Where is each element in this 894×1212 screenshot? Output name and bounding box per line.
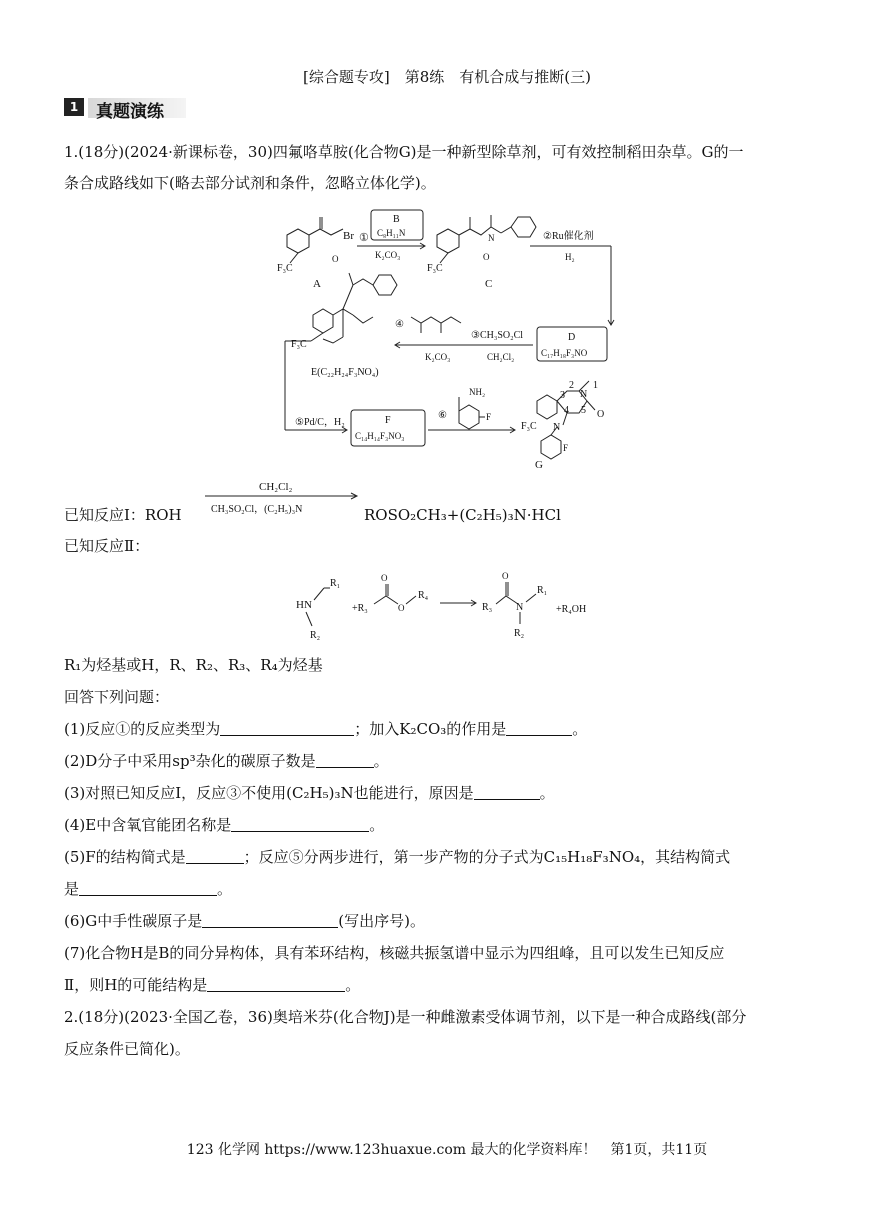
subquestion-4-part-a: (4)E中含氧官能团名称是	[64, 816, 232, 834]
synthesis-scheme	[275, 205, 635, 470]
subquestion-6	[64, 911, 425, 931]
answer-blank-5a[interactable]	[186, 849, 244, 864]
plus-r3-label: +R₃	[352, 603, 368, 614]
k2co3-label-1: K₂CO₃	[375, 250, 401, 260]
box-d-label: D	[568, 332, 576, 343]
subquestion-2-part-a: (2)D分子中采用sp³杂化的碳原子数是	[64, 752, 316, 770]
label-e: E(C₂₂H₂₄F₃NO₄)	[311, 367, 379, 378]
known-reaction-1-products: ROSO₂CH₃+(C₂H₅)₃N·HCl	[364, 506, 561, 524]
n-label-g: N	[580, 389, 588, 400]
step-3-label: ③CH₃SO₂Cl	[471, 330, 524, 341]
ch2cl2-label: CH₂Cl₂	[487, 352, 515, 362]
r4oh-label: +R₄OH	[556, 604, 587, 615]
o-label-amide: O	[502, 571, 509, 581]
o-label-ester: O	[381, 573, 388, 583]
question-1-text-line1: 1.(18分)(2024·新课标卷，30)四氟咯草胺(化合物G)是一种新型除草剂，可有效控制稻田杂草。G的一	[64, 143, 744, 161]
box-d-formula: C₁₇H₁₈F₃NO	[541, 348, 588, 358]
g-num-4: 4	[564, 405, 569, 416]
label-g: G	[535, 459, 543, 470]
g-num-5: 5	[581, 405, 586, 416]
r2-label: R₂	[310, 630, 321, 641]
n-label-g2: N	[553, 422, 561, 433]
subquestion-3-end: 。	[539, 784, 555, 802]
known-reaction-1-arrow	[203, 478, 361, 520]
subquestion-7-line2	[64, 975, 360, 995]
r-group-note: R₁为烃基或H，R、R₂、R₃、R₄为烃基	[64, 656, 323, 674]
o-label-g: O	[597, 409, 605, 420]
g-num-1: 1	[593, 380, 598, 391]
subquestion-5-part-a: (5)F的结构简式是	[64, 848, 186, 866]
subquestion-3-part-a: (3)对照已知反应Ⅰ，反应③不使用(C₂H₅)₃N也能进行，原因是	[64, 784, 474, 802]
known-reaction-2-label: 已知反应Ⅱ：	[64, 537, 150, 555]
br-label: Br	[343, 230, 354, 242]
question-2-text-line1: 2.(18分)(2023·全国乙卷，36)奥培米芬(化合物J)是一种雌激素受体调节剂，以下是一种合成路线(部分	[64, 1008, 747, 1026]
subquestion-2-end: 。	[373, 752, 389, 770]
subquestion-1-part-a: (1)反应①的反应类型为	[64, 720, 221, 738]
subquestion-2	[64, 751, 389, 771]
answer-blank-3[interactable]	[474, 785, 540, 800]
subquestion-7-line1: (7)化合物H是B的同分异构体，具有苯环结构，核磁共振氢谱中显示为四组峰，且可以发生已知反应	[64, 944, 725, 962]
section-number-icon: 1	[64, 98, 84, 116]
cf3-label-a: F₃C	[277, 263, 293, 274]
k2co3-label-4: K₂CO₃	[425, 352, 451, 362]
r1-label: R₁	[330, 578, 341, 589]
r2-label-product: R₂	[514, 628, 525, 639]
step-6-label: ⑥	[438, 410, 447, 421]
subquestion-6-part-a: (6)G中手性碳原子是	[64, 912, 203, 930]
step-5-label: ⑤Pd/C，H₂	[295, 417, 345, 428]
step-2-label: ②Ru催化剂	[543, 231, 594, 242]
subquestion-7-end: 。	[345, 976, 361, 994]
known-reaction-1-cond-bottom: CH₃SO₂Cl，(C₂H₅)₃N	[211, 504, 303, 515]
hn-label: HN	[296, 599, 312, 611]
subquestion-6-part-b: (写出序号)。	[338, 912, 425, 930]
g-num-3: 3	[560, 390, 565, 401]
answer-blank-1b[interactable]	[506, 721, 572, 736]
n-label-amide: N	[516, 602, 524, 613]
label-c: C	[485, 278, 493, 290]
answer-blank-6[interactable]	[202, 913, 338, 928]
answer-blank-7[interactable]	[207, 977, 345, 992]
g-num-2: 2	[569, 380, 574, 391]
answer-blank-2[interactable]	[316, 753, 374, 768]
subquestion-1	[64, 719, 587, 739]
fluoroaniline-structure	[459, 397, 485, 429]
answer-intro: 回答下列问题：	[64, 688, 170, 706]
known-reaction-1-prefix: 已知反应Ⅰ：ROH	[64, 506, 182, 524]
box-f-label: F	[385, 415, 391, 426]
known-reaction-2-scheme	[290, 566, 610, 646]
cf3-label-g: F₃C	[521, 421, 537, 432]
subquestion-3	[64, 783, 555, 803]
page-footer: 123 化学网 https://www.123huaxue.com 最大的化学资料库！ 第1页，共11页	[186, 1142, 708, 1158]
subquestion-1-end: 。	[572, 720, 588, 738]
subquestion-5-part-c: 是	[64, 880, 80, 898]
nh2-label: NH₂	[469, 387, 486, 397]
o-label-a: O	[332, 254, 339, 264]
compound-e-structure	[285, 273, 397, 433]
subquestion-5-line1	[64, 847, 730, 867]
cf3-label-c: F₃C	[427, 263, 443, 274]
o-label-c: O	[483, 252, 490, 262]
r3-label-product: R₃	[482, 602, 493, 613]
r1-label-product: R₁	[537, 585, 548, 596]
label-a: A	[313, 278, 321, 290]
box-b-label: B	[393, 214, 400, 225]
step-4-label: ④	[395, 319, 404, 330]
subquestion-4-end: 。	[369, 816, 385, 834]
o-label-ester2: O	[398, 603, 405, 613]
box-b-formula: C₈H₁₁N	[377, 228, 406, 238]
section-heading: 真题演练	[96, 102, 164, 122]
answer-blank-5b[interactable]	[79, 881, 217, 896]
answer-blank-4[interactable]	[231, 817, 369, 832]
dimethyl-malonate-structure	[411, 317, 461, 333]
question-1-text-line2: 条合成路线如下(略去部分试剂和条件，忽略立体化学)。	[64, 174, 436, 192]
subquestion-1-part-b: ；加入K₂CO₃的作用是	[354, 720, 507, 738]
r4-label: R₄	[418, 590, 429, 601]
subquestion-5-end: 。	[217, 880, 233, 898]
n-label-c: N	[488, 233, 495, 243]
f-label-aniline: F	[486, 412, 492, 422]
h2-label-2: H₂	[565, 252, 575, 262]
known-reaction-1-cond-top: CH₂Cl₂	[259, 481, 293, 493]
subquestion-5-line2	[64, 879, 232, 899]
subquestion-4	[64, 815, 384, 835]
cf3-label-e: F₃C	[291, 339, 307, 350]
subquestion-7-part-b: Ⅱ，则H的可能结构是	[64, 976, 208, 994]
step-1-label: ①	[359, 232, 369, 244]
question-2-text-line2: 反应条件已简化)。	[64, 1040, 190, 1058]
subquestion-5-part-b: ；反应⑤分两步进行，第一步产物的分子式为C₁₅H₁₈F₃NO₄，其结构简式	[243, 848, 731, 866]
page-title: [综合题专攻] 第8练 有机合成与推断(三)	[303, 68, 591, 86]
answer-blank-1a[interactable]	[220, 721, 354, 736]
box-f-formula: C₁₄H₁₄F₃NO₃	[355, 431, 405, 441]
f-label-g: F	[563, 443, 569, 453]
